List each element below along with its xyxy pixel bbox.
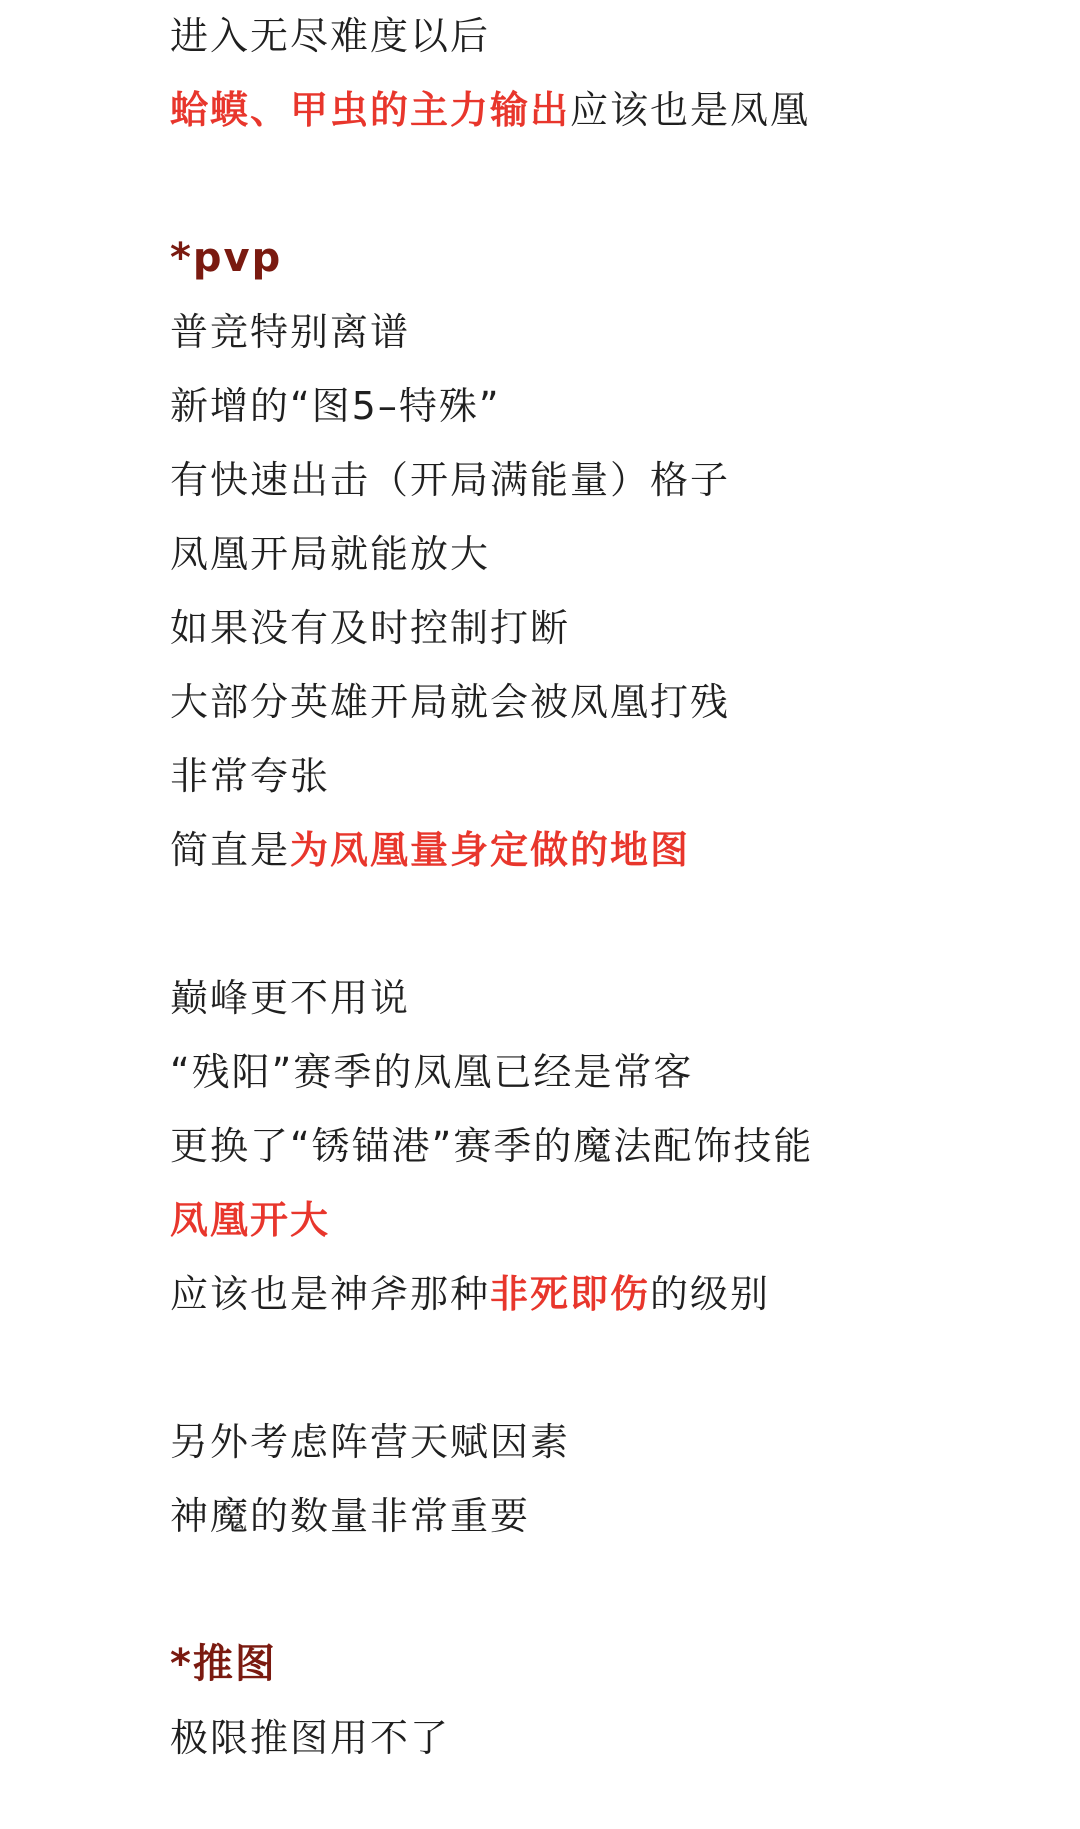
highlight-text: 为凤凰量身定做的地图: [290, 828, 691, 872]
text-line: [170, 1270, 770, 1318]
text-segment: 大部分英雄开局就会被凤凰打残: [170, 680, 731, 724]
text-line: [170, 1418, 570, 1466]
highlight-text: 蛤蟆、甲虫的主力输出: [170, 88, 571, 132]
text-line: [170, 1196, 330, 1244]
text-segment: 普竞特别离谱: [170, 310, 411, 354]
text-segment: 更换了“锈锚港”赛季的魔法配饰技能: [170, 1124, 814, 1168]
text-segment: 有快速出击（开局满能量）格子: [170, 458, 731, 502]
text-line: [170, 974, 410, 1022]
text-segment: 凤凰开局就能放大: [170, 532, 491, 576]
text-line: [170, 826, 690, 874]
text-segment: 进入无尽难度以后: [170, 14, 491, 58]
highlight-text: 非死即伤: [490, 1272, 651, 1316]
text-segment: 巅峰更不用说: [170, 976, 411, 1020]
text-segment: 简直是: [170, 828, 291, 872]
text-line: [170, 1048, 693, 1096]
heading-text: *推图: [170, 1641, 277, 1687]
section-heading-pvp: [170, 234, 282, 282]
text-line: [170, 86, 810, 134]
text-line: [170, 456, 730, 504]
text-line: [170, 1492, 530, 1540]
text-line: [170, 604, 570, 652]
text-line: [170, 382, 501, 430]
section-heading-push-map: [170, 1640, 277, 1688]
text-line: [170, 308, 410, 356]
text-segment: 应该也是神斧那种: [170, 1272, 491, 1316]
text-segment: “残阳”赛季的凤凰已经是常客: [170, 1050, 694, 1094]
text-line: [170, 1122, 813, 1170]
text-segment: 的级别: [650, 1272, 771, 1316]
text-line: [170, 752, 330, 800]
text-segment: 新增的“图5–特殊”: [170, 384, 501, 428]
text-line: [170, 1714, 450, 1762]
text-segment: 极限推图用不了: [170, 1716, 451, 1760]
text-segment: 神魔的数量非常重要: [170, 1494, 531, 1538]
text-segment: 非常夸张: [170, 754, 331, 798]
highlight-text: 凤凰开大: [170, 1198, 331, 1242]
text-segment: 另外考虑阵营天赋因素: [170, 1420, 571, 1464]
text-line: [170, 678, 730, 726]
heading-text: *pvp: [170, 235, 283, 281]
text-segment: 应该也是凤凰: [570, 88, 811, 132]
text-line: [170, 530, 490, 578]
text-line: [170, 12, 490, 60]
text-segment: 如果没有及时控制打断: [170, 606, 571, 650]
